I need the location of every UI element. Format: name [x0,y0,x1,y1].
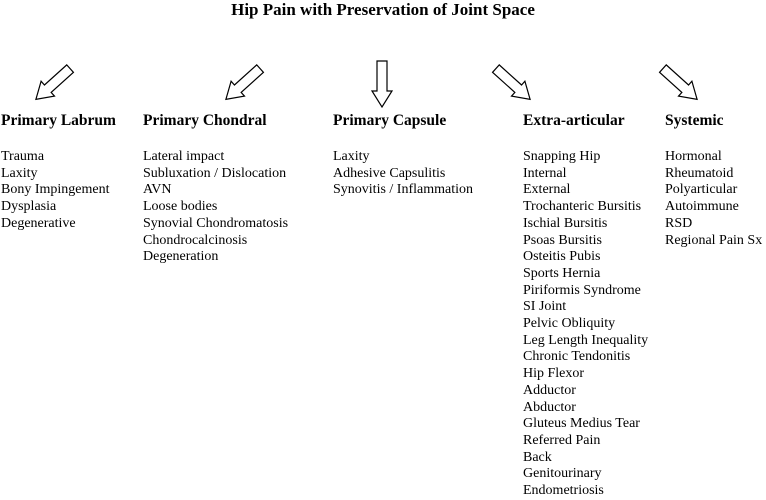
list-item: Laxity [333,149,370,164]
column-heading: Primary Labrum [1,112,116,129]
cause-list [143,149,288,266]
list-item: Laxity [1,165,38,181]
list-item: Abductor [523,399,576,415]
list-item: Trochanteric Bursitis [523,199,642,215]
page-title: Hip Pain with Preservation of Joint Space [231,0,535,19]
column-extra-articular [523,112,648,500]
down-left-arrow-icon [29,61,77,107]
down-right-arrow-icon [489,61,537,107]
list-item: Hip Flexor [523,366,585,382]
list-item: Subluxation / Dislocation [143,165,287,181]
column-systemic [665,112,762,249]
list-item: Chronic Tendonitis [523,349,631,365]
list-item: Snapping Hip [523,149,601,164]
list-item: Chondrocalcinosis [143,232,248,248]
list-item: Adductor [523,382,576,398]
column-heading: Primary Capsule [333,112,447,129]
cause-list [665,149,762,249]
column-primary-chondral [143,112,288,266]
list-item: Hormonal [665,149,722,164]
list-item: AVN [143,182,172,198]
list-item: Endometriosis [523,483,604,499]
list-item: Adhesive Capsulitis [333,165,446,181]
column-heading: Primary Chondral [143,112,267,129]
list-item: Back [523,449,552,465]
cause-list [1,149,116,233]
list-item: Degeneration [143,249,219,265]
list-item: Osteitis Pubis [523,249,601,265]
arrows-layer [0,0,766,112]
list-item: Piriformis Syndrome [523,282,641,298]
list-item: Internal [523,165,567,181]
list-item: Trauma [1,149,45,164]
list-item: Sports Hernia [523,265,601,281]
down-right-arrow-icon [656,61,704,107]
list-item: RSD [665,215,693,231]
list-item: Leg Length Inequality [523,332,649,348]
list-item: Dysplasia [1,199,57,215]
column-heading: Systemic [665,112,724,129]
column-primary-labrum [1,112,116,233]
column-heading: Extra-articular [523,112,625,129]
list-item: Genitourinary [523,466,602,482]
list-item: SI Joint [523,299,567,315]
cause-list [523,149,648,500]
list-item: Autoimmune [665,199,739,215]
list-item: Gluteus Medius Tear [523,416,640,432]
list-item: External [523,182,571,198]
list-item: Bony Impingement [1,182,110,198]
list-item: Synovitis / Inflammation [333,182,473,198]
list-item: Degenerative [1,215,76,231]
list-item: Psoas Bursitis [523,232,602,248]
down-arrow-icon [372,61,392,107]
down-left-arrow-icon [219,61,267,107]
list-item: Polyarticular [665,182,738,198]
list-item: Loose bodies [143,199,218,215]
list-item: Rheumatoid [665,165,734,181]
cause-list [333,149,473,199]
list-item: Lateral impact [143,149,225,164]
list-item: Ischial Bursitis [523,215,608,231]
list-item: Pelvic Obliquity [523,316,616,332]
list-item: Regional Pain Sx [665,232,763,248]
list-item: Referred Pain [523,432,601,448]
column-primary-capsule [333,112,473,199]
list-item: Synovial Chondromatosis [143,215,289,231]
